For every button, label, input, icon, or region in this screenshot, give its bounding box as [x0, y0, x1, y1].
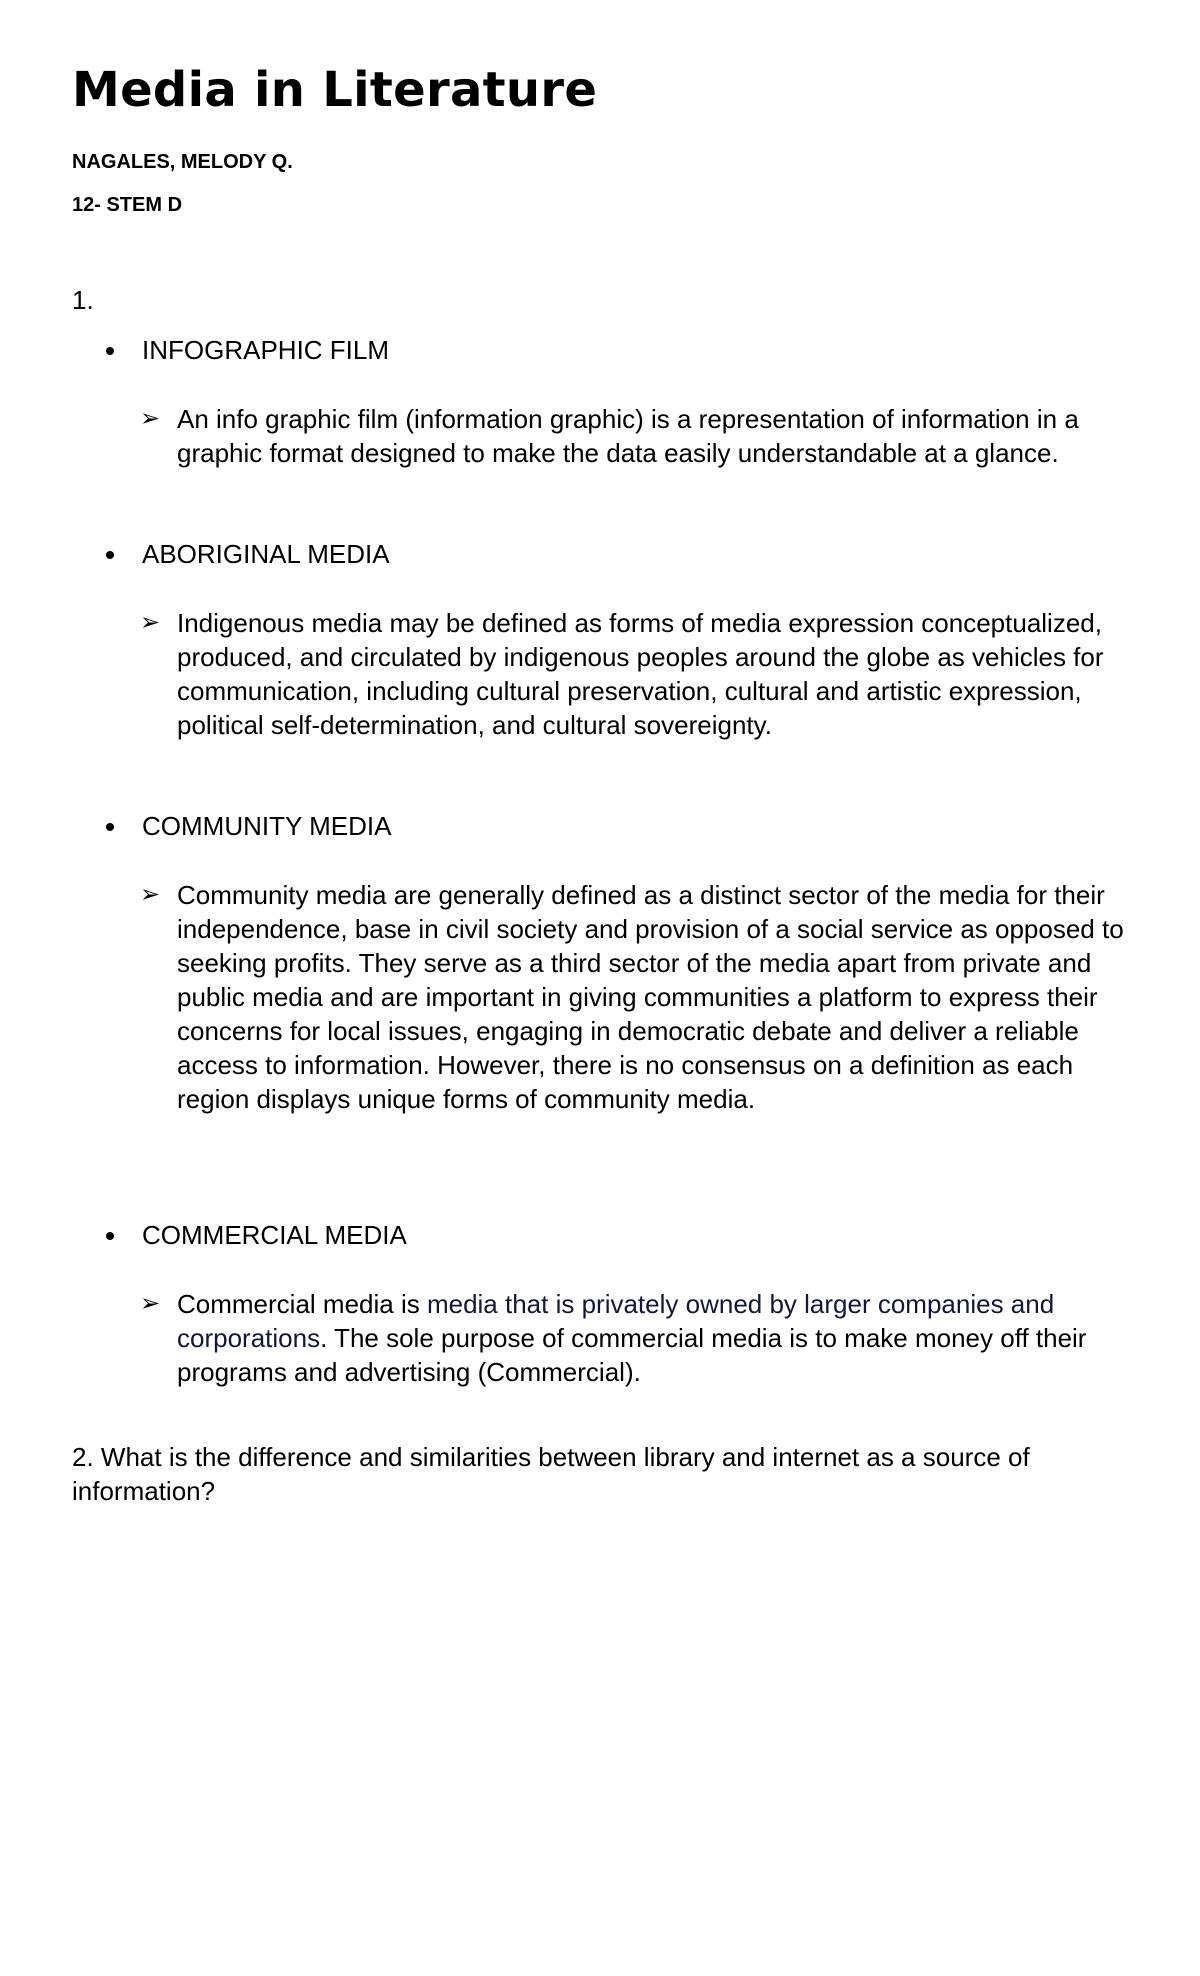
definition-prefix: Commercial media is — [177, 1289, 427, 1319]
question-1-number: 1. — [72, 285, 94, 315]
term-infographic-film — [106, 335, 389, 366]
arrow-bullet-icon: ➢ — [140, 609, 161, 636]
question-2: 2. What is the difference and similarities between library and internet as a source of information? — [72, 1442, 1030, 1506]
definition-text: Indigenous media may be defined as forms of media expression conceptualized, produced, and circulated by indigenous peoples around the globe as vehicles for communication, including cultural preservation, cultural and artistic expression, political self-determination, and cultural sovereignty. — [177, 608, 1104, 740]
definition-community-media — [140, 878, 1140, 1116]
definition-text — [177, 1287, 1140, 1389]
bullet-icon — [106, 1232, 114, 1240]
class-section: 12- STEM D — [72, 194, 183, 216]
arrow-bullet-icon: ➢ — [140, 1290, 161, 1317]
arrow-bullet-icon: ➢ — [140, 881, 161, 908]
definition-linked-phrase: media that is privately owned by larger companies and corporations — [177, 1289, 1055, 1353]
definition-suffix: . The sole purpose of commercial media is to make money off their programs and advertising (Commercial). — [177, 1323, 1087, 1387]
term-label: INFOGRAPHIC FILM — [142, 335, 390, 365]
term-label: ABORIGINAL MEDIA — [142, 539, 390, 569]
document-title: Media in Literature — [72, 62, 598, 118]
definition-infographic-film — [140, 402, 1140, 470]
arrow-bullet-icon: ➢ — [140, 405, 161, 432]
term-label: COMMUNITY MEDIA — [142, 811, 392, 841]
definition-text: An info graphic film (information graphic) is a representation of information in a graphic format designed to make the data easily understandable at a glance. — [177, 404, 1079, 468]
term-community-media — [106, 811, 391, 842]
bullet-icon — [106, 551, 114, 559]
bullet-icon — [106, 347, 114, 355]
term-commercial-media — [106, 1220, 407, 1251]
term-label: COMMERCIAL MEDIA — [142, 1220, 407, 1250]
bullet-icon — [106, 823, 114, 831]
author-name: NAGALES, MELODY Q. — [72, 151, 293, 173]
definition-commercial-media — [140, 1287, 1140, 1389]
term-aboriginal-media — [106, 539, 390, 570]
definition-text: Community media are generally defined as a distinct sector of the media for their independence, base in civil society and provision of a social service as opposed to seeking profits. They serve as a third sector of the media apart from private and public media and are important in giving communities a platform to express their concerns for local issues, engaging in democratic debate and deliver a reliable access to information. However, there is no consensus on a definition as each region displays unique forms of community media. — [177, 880, 1124, 1114]
definition-aboriginal-media — [140, 606, 1140, 742]
